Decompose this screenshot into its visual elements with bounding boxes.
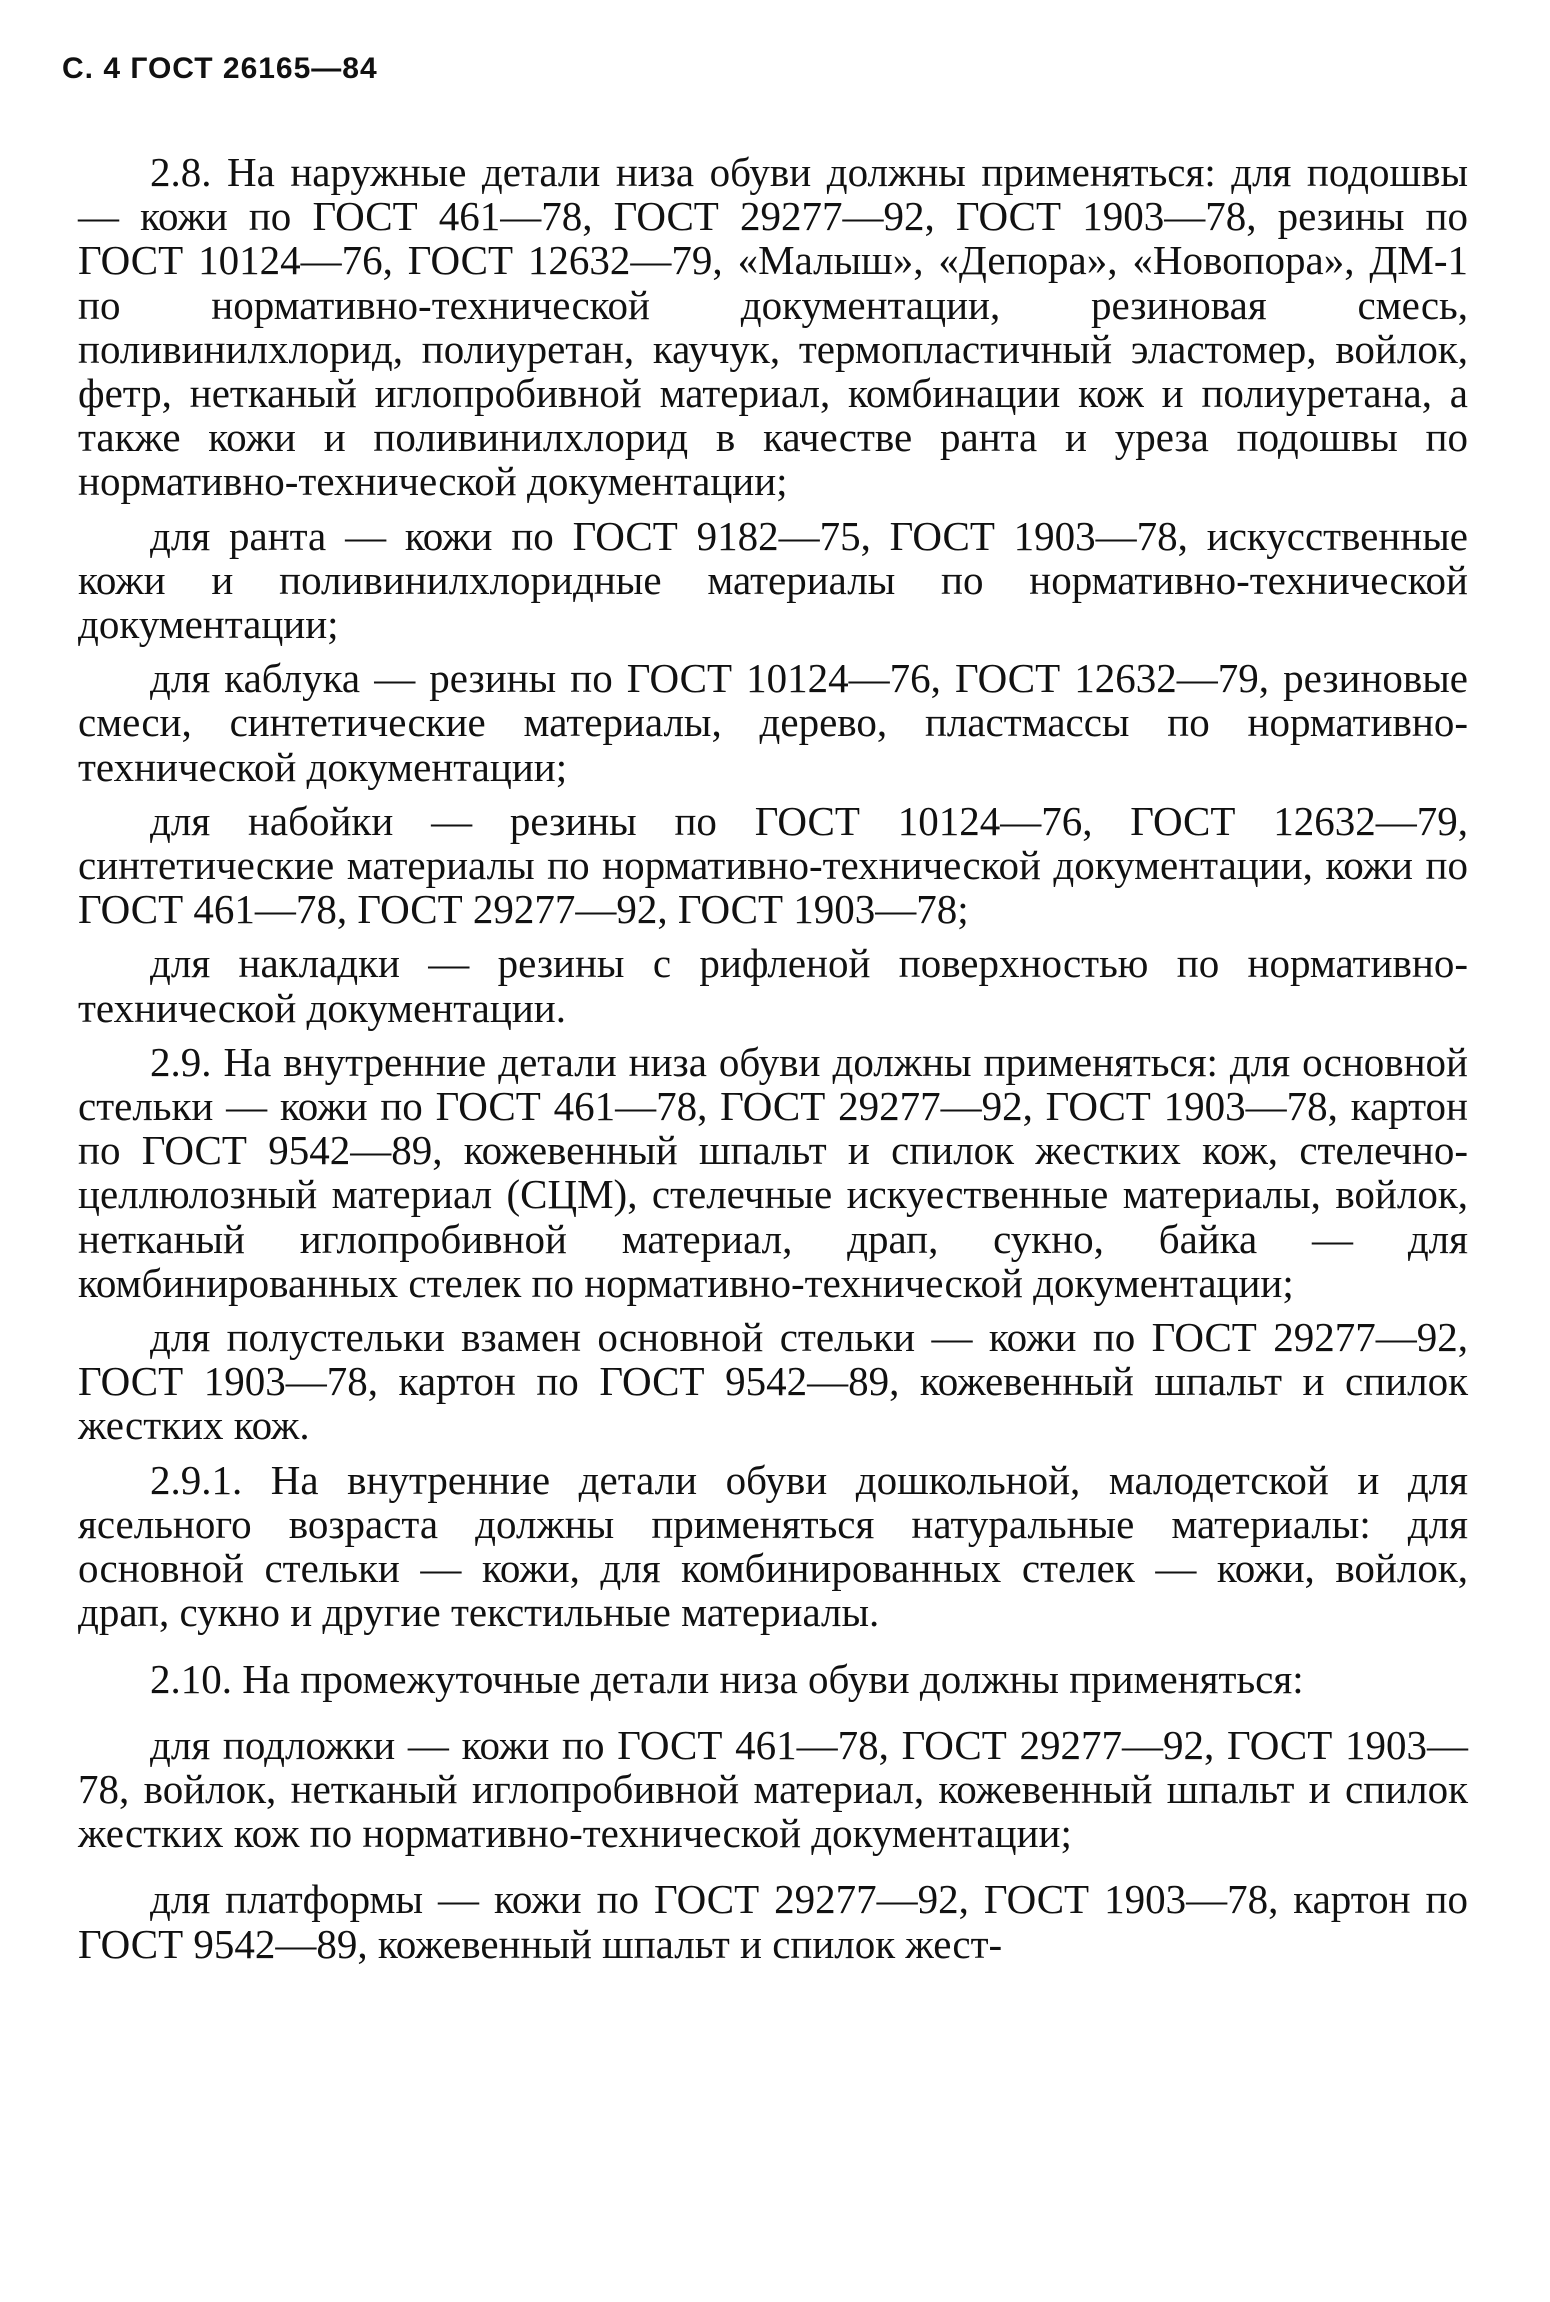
paragraph-platforma: для платформы — кожи по ГОСТ 29277—92, ГОСТ 1903—78, картон по ГОСТ 9542—89, кожевенный шпальт и спилок жест-: [78, 1876, 1468, 1967]
paragraph-podlozhka: для подложки — кожи по ГОСТ 461—78, ГОСТ 29277—92, ГОСТ 1903—78, войлок, нетканый иглопробивной материал, кожевенный шпальт и спилок жестких кож по нормативно-технической документации;: [78, 1721, 1468, 1857]
body-text: [78, 150, 1468, 1976]
paragraph-2-9-1: 2.9.1. На внутренние детали обуви дошкольной, малодетской и для ясельного возраста должны применяться натуральные материалы: для основной стельки — кожи, для комбинированных стелек — кожи, войлок, драп, сукно и другие текстильные материалы.: [78, 1456, 1468, 1636]
paragraph-polustelka: для полустельки взамен основной стельки — кожи по ГОСТ 29277—92, ГОСТ 1903—78, картон по ГОСТ 9542—89, кожевенный шпальт и спилок жестких кож.: [78, 1314, 1468, 1449]
paragraph-rant: для ранта — кожи по ГОСТ 9182—75, ГОСТ 1903—78, искусственные кожи и поливинилхлоридные материалы по нормативно-технической документации;: [78, 512, 1468, 648]
paragraph-2-10: 2.10. На промежуточные детали низа обуви должны применяться:: [150, 1655, 1304, 1702]
paragraph-2-8: 2.8. На наружные детали низа обуви должны применяться: для подошвы — кожи по ГОСТ 461—78, ГОСТ 29277—92, ГОСТ 1903—78, резины по ГОСТ 10124—76, ГОСТ 12632—79, «Малыш», «Депора», «Новопора», ДМ-1 по нормативно-технической документации, резиновая смесь, поливинилхлорид, полиуретан, каучук, термопластичный эластомер, войлок, фетр, нетканый иглопробивной материал, комбинации кож и полиуретана, а также кожи и поливинилхлорид в качестве ранта и уреза подошвы по нормативно-технической документации;: [78, 149, 1468, 505]
paragraph-kabluk: для каблука — резины по ГОСТ 10124—76, ГОСТ 12632—79, резиновые смеси, синтетические материалы, дерево, пластмассы по нормативно-технической документации;: [78, 655, 1468, 790]
paragraph-2-9: 2.9. На внутренние детали низа обуви должны применяться: для основной стельки — кожи по ГОСТ 461—78, ГОСТ 29277—92, ГОСТ 1903—78, картон по ГОСТ 9542—89, кожевенный шпальт и спилок жестких кож, стелечно-целлюлозный материал (СЦМ), стелечные искуественные материалы, войлок, нетканый иглопробивной материал, драп, сукно, байка — для комбинированных стелек по нормативно-технической документации;: [78, 1038, 1468, 1306]
running-head: С. 4 ГОСТ 26165—84: [62, 52, 378, 85]
paragraph-nakladka: для накладки — резины с рифленой поверхностью по нормативно-технической документации.: [78, 940, 1468, 1031]
paragraph-naboika: для набойки — резины по ГОСТ 10124—76, ГОСТ 12632—79, синтетические материалы по нормативно-технической документации, кожи по ГОСТ 461—78, ГОСТ 29277—92, ГОСТ 1903—78;: [78, 797, 1468, 933]
